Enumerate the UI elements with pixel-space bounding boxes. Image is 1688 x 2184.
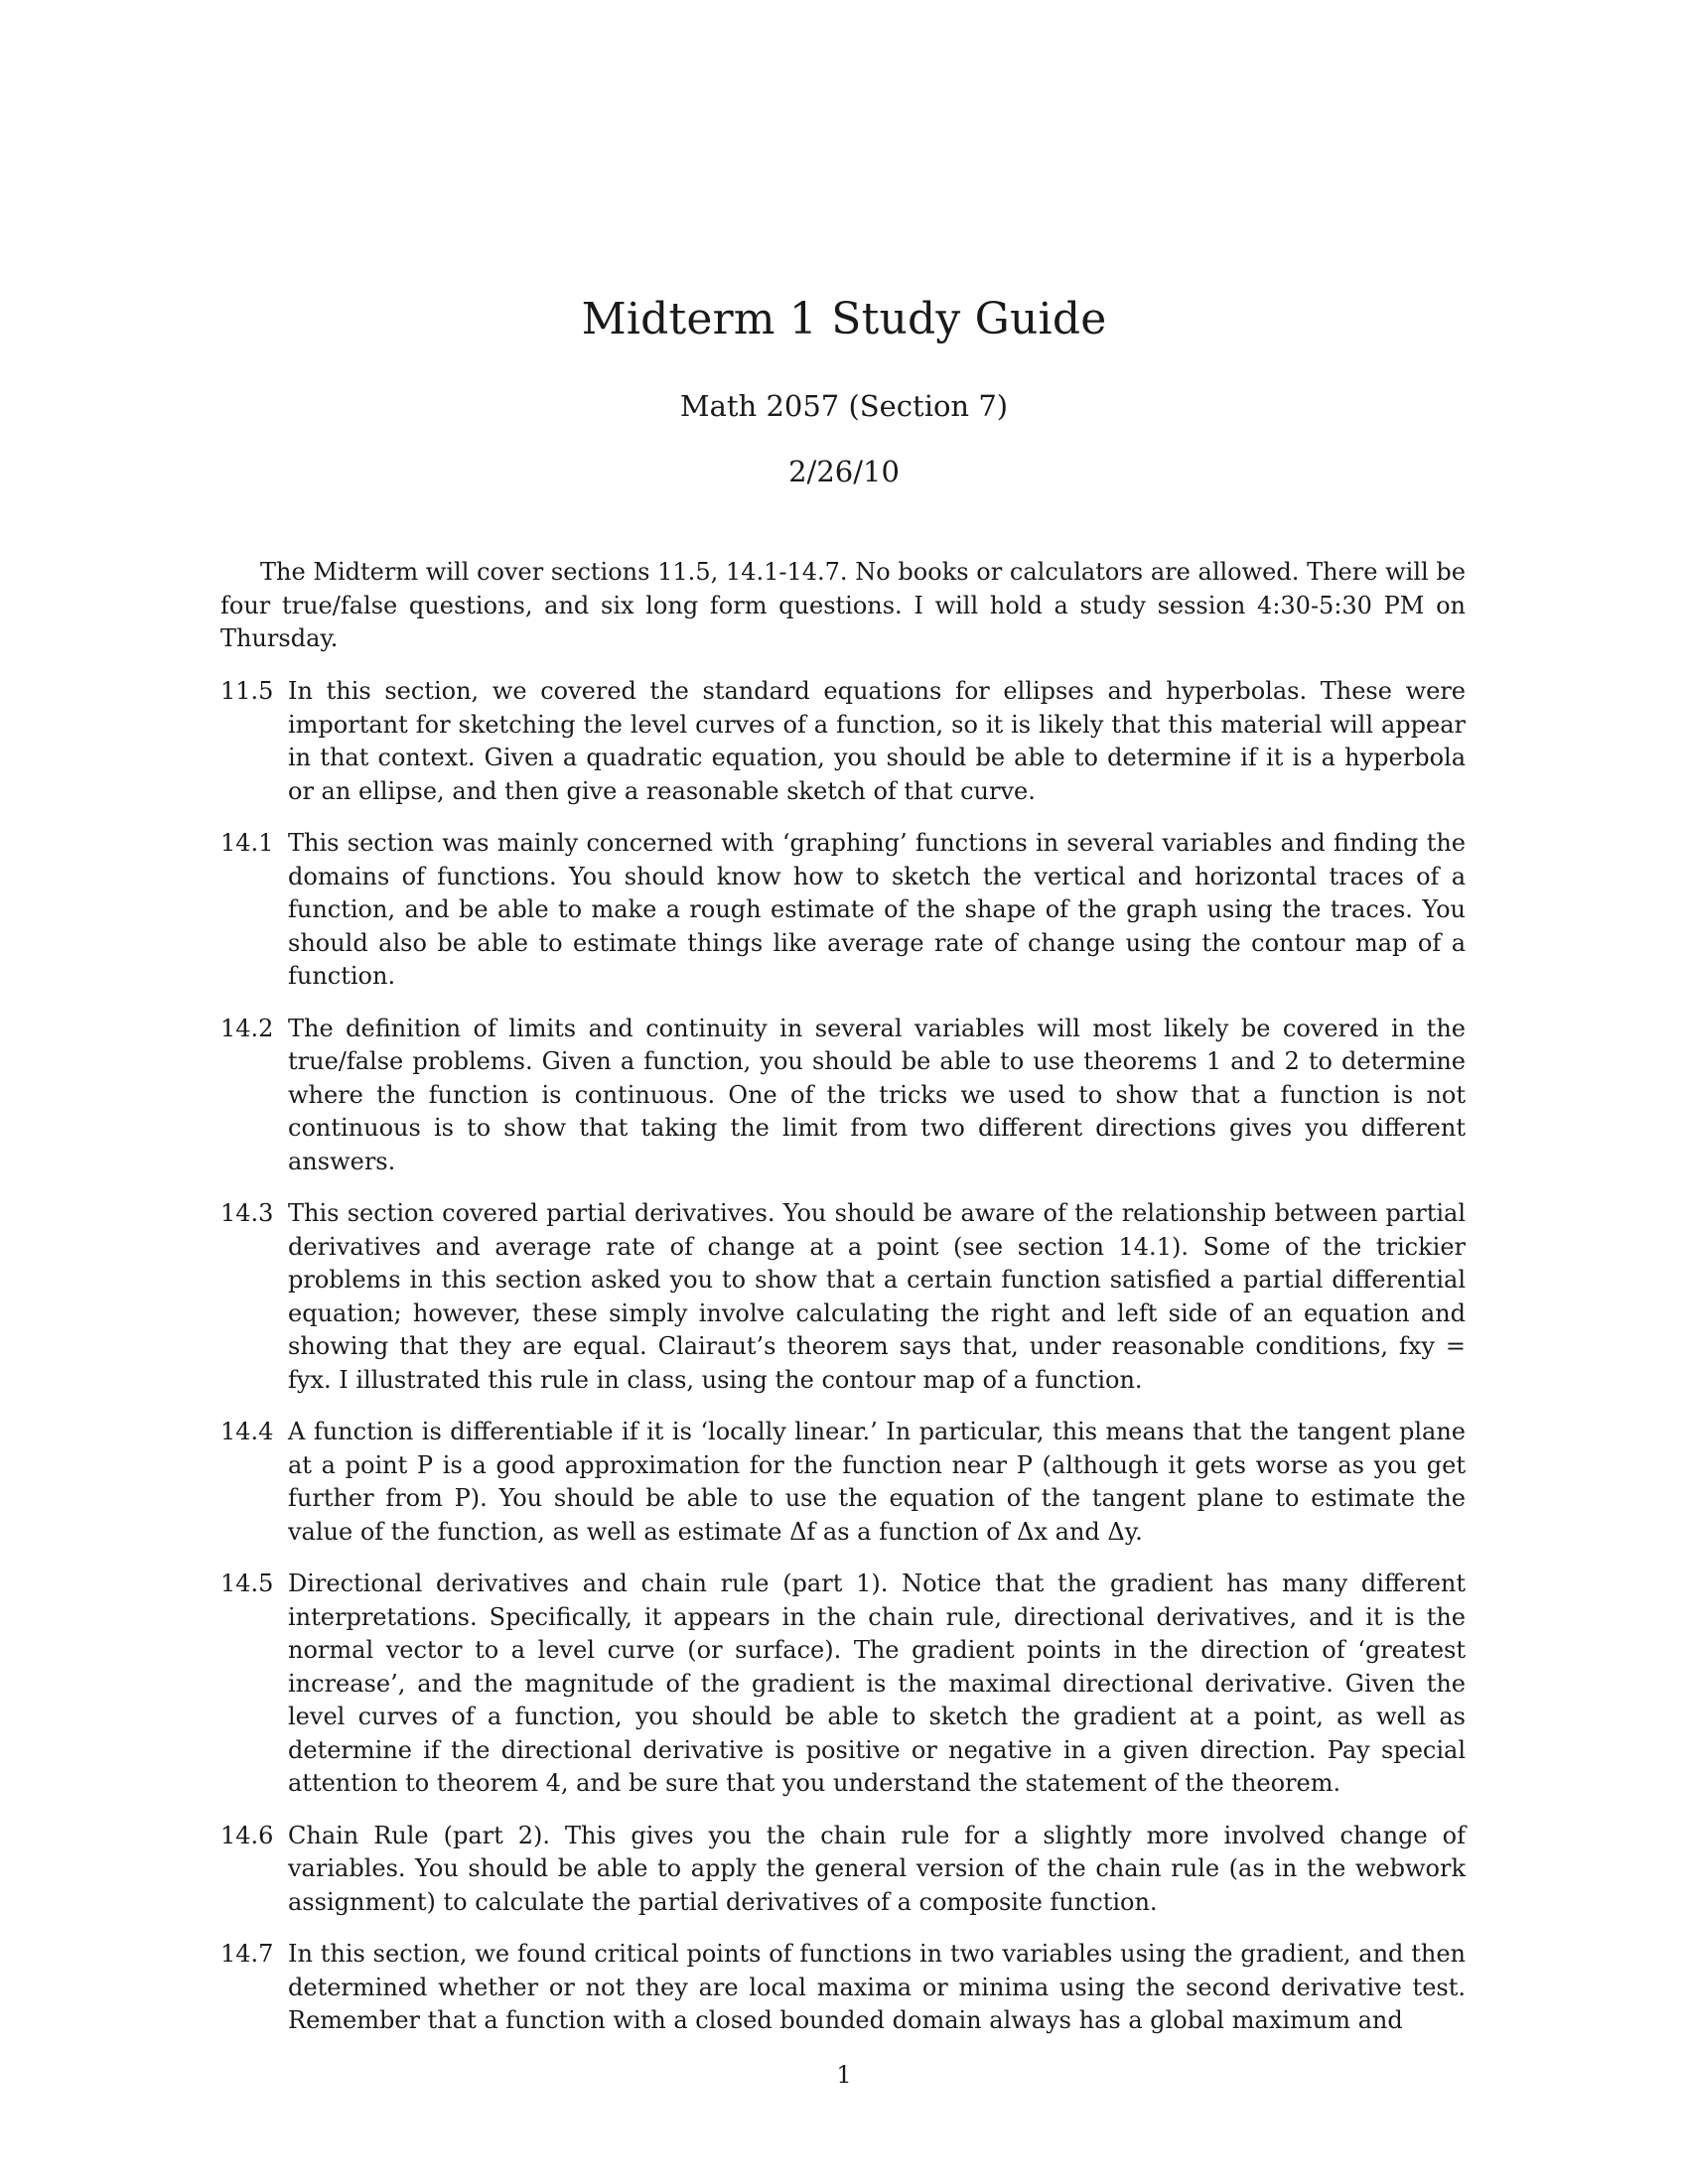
section-description: A function is differentiable if it is ‘locally linear.’ In particular, this means that the tangent plane at a point P is a good approximation for the function near P (although it gets worse as you get further from P). You should be able to use the equation of the tangent plane to estimate the value of the function, as well as estimate Δf as a function of Δx and Δy. bbox=[288, 1418, 1466, 1546]
section-number: 14.6 bbox=[220, 1821, 274, 1849]
section-description: The definition of limits and continuity in several variables will most likely be covered in the true/false problems. Given a function, you should be able to use theorems 1 and 2 to determine where the function is continuous. One of the tricks we used to show that a function is not continuous is to show that taking the limit from two different directions gives you different answers. bbox=[288, 1014, 1466, 1175]
section-item-11-5 bbox=[220, 675, 1466, 808]
section-number: 14.1 bbox=[220, 829, 274, 857]
section-description: In this section, we covered the standard equations for ellipses and hyperbolas. These were important for sketching the level curves of a function, so it is likely that this material will appear in that context. Given a quadratic equation, you should be able to determine if it is a hyperbola or an ellipse, and then give a reasonable sketch of that curve. bbox=[288, 677, 1466, 805]
section-description: This section was mainly concerned with ‘graphing’ functions in several variables and finding the domains of functions. You should know how to sketch the vertical and horizontal traces of a function, and be able to make a rough estimate of the shape of the graph using the traces. You should also be able to estimate things like average rate of change using the contour map of a function. bbox=[288, 829, 1466, 990]
section-number: 11.5 bbox=[220, 677, 274, 705]
section-list bbox=[220, 675, 1466, 2057]
section-item-14-4 bbox=[220, 1416, 1466, 1549]
section-item-14-3 bbox=[220, 1197, 1466, 1397]
section-item-14-6 bbox=[220, 1820, 1466, 1920]
section-number: 14.4 bbox=[220, 1418, 274, 1445]
section-description: Directional derivatives and chain rule (part 1). Notice that the gradient has many different interpretations. Specifically, it appears in the chain rule, directional derivatives, and it is the normal vector to a level curve (or surface). The gradient points in the direction of ‘greatest increase’, and the magnitude of the gradient is the maximal directional derivative. Given the level curves of a function, you should be able to sketch the gradient at a point, as well as determine if the directional derivative is positive or negative in a given direction. Pay special attention to theorem 4, and be sure that you understand the statement of the theorem. bbox=[288, 1570, 1466, 1797]
section-number: 14.2 bbox=[220, 1014, 274, 1042]
section-item-14-7 bbox=[220, 1938, 1466, 2038]
section-number: 14.3 bbox=[220, 1199, 274, 1227]
course-subtitle: Math 2057 (Section 7) bbox=[679, 389, 1009, 423]
page-number: 1 bbox=[836, 2061, 852, 2089]
section-number: 14.7 bbox=[220, 1940, 274, 1968]
section-description: This section covered partial derivatives. You should be aware of the relationship between partial derivatives and average rate of change at a point (see section 14.1). Some of the trickier problems in this section asked you to show that a certain function satisfied a partial differential equation; however, these simply involve calculating the right and left side of an equation and showing that they are equal. Clairaut’s theorem says that, under reasonable conditions, fxy = fyx. I illustrated this rule in class, using the contour map of a function. bbox=[288, 1199, 1466, 1394]
section-description: Chain Rule (part 2). This gives you the chain rule for a slightly more involved change of variables. You should be able to apply the general version of the chain rule (as in the webwork assignment) to calculate the partial derivatives of a composite function. bbox=[288, 1821, 1466, 1916]
section-number: 14.5 bbox=[220, 1570, 274, 1597]
section-item-14-1 bbox=[220, 827, 1466, 994]
section-item-14-2 bbox=[220, 1013, 1466, 1179]
document-date: 2/26/10 bbox=[788, 455, 900, 488]
section-item-14-5 bbox=[220, 1568, 1466, 1801]
section-description: In this section, we found critical points of functions in two variables using the gradient, and then determined whether or not they are local maxima or minima using the second derivative test. Remember that a function with a closed bounded domain always has a global maximum and bbox=[288, 1940, 1466, 2034]
intro-paragraph: The Midterm will cover sections 11.5, 14.1-14.7. No books or calculators are allowed. There will be four true/false questions, and six long form questions. I will hold a study session 4:30-5:30 PM on Thursday. bbox=[220, 558, 1466, 652]
page-title: Midterm 1 Study Guide bbox=[581, 294, 1107, 344]
